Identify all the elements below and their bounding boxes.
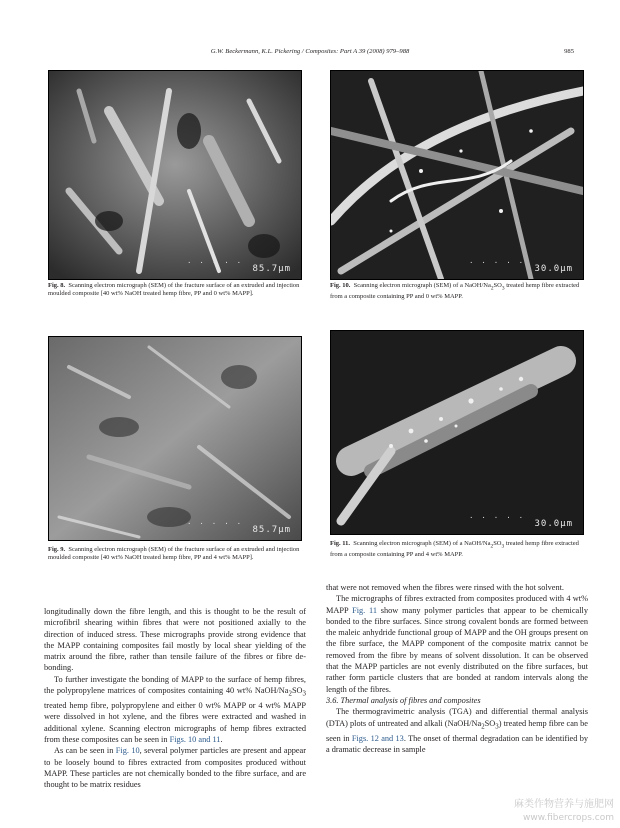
figure-11-label: Fig. 11. [330, 540, 351, 547]
subscript: 3 [501, 543, 505, 550]
figure-11-scale-label: 30.0μm [534, 519, 573, 529]
fig-11-link[interactable]: Fig. 11 [352, 605, 377, 615]
text: . [220, 734, 223, 744]
subscript: 3 [302, 690, 306, 698]
subscript: 3 [495, 723, 499, 731]
paragraph: that were not removed when the fibres were rinsed with the hot solvent. [326, 583, 565, 592]
figure-8-caption [48, 282, 306, 299]
figure-8-image [48, 70, 302, 280]
text: SO [484, 718, 496, 728]
text: SO [291, 686, 303, 696]
text: The thermogravimetric analysis (TGA) and differential thermal analysis (DTA) plots of untreated and alkali (NaOH/Na [326, 707, 588, 728]
text: . The onset of thermal degradation can be identified by a dramatic decrease in sample [326, 733, 589, 754]
caption-text: SO [493, 540, 502, 547]
right-body-column [326, 582, 588, 755]
figure-9-caption-text: Scanning electron micrograph (SEM) of the fracture surface of an extruded and injection moulded composite [40 wt% NaOH treated hemp fibre, PP and 4 wt% MAPP]. [48, 546, 300, 562]
paragraph [44, 674, 306, 745]
figure-10-scale-label: 30.0μm [534, 264, 573, 274]
subscript: 2 [288, 690, 292, 698]
running-title: G.W. Beckermann, K.L. Pickering / Composites: Part A 39 (2008) 979–988 [210, 48, 410, 55]
caption-text: Scanning electron micrograph (SEM) of a NaOH/Na [353, 282, 491, 289]
text: ) treated hemp fibre can be seen in [326, 718, 588, 743]
figs-12-13-link[interactable]: Figs. 12 and 13 [351, 733, 404, 743]
figure-8-label: Fig. 8. [48, 282, 66, 289]
subscript: 2 [481, 723, 485, 731]
subscript: 2 [490, 543, 494, 550]
text: treated hemp fibre, polypropylene and either 0 wt% MAPP or 4 wt% MAPP were dissolved in hot xylene, and the fibres were extracted and washed in additional xylene. Scanning electron micrographs of hemp fibres extracted from these composites can be seen in [44, 701, 306, 744]
text: To further investigate the bonding of MAPP to the surface of hemp fibres, the polypropylene matrices of composites containing 40 wt% NaOH/Na [44, 674, 306, 696]
figure-9-image [48, 336, 302, 541]
caption-text: SO [493, 282, 502, 289]
fig-10-link[interactable]: Fig. 10 [115, 746, 140, 756]
text: show many polymer particles that appear to be chemically bonded to the fibre surfaces. Since strong covalent bonds are formed between the maleic anhydride functional group of MAPP and the OH groups present on the fibre surface, the MAPP component of the composite matrix cannot be removed from the fibre by means of solvent dissolution. It can be observed that the MAPP particles are not evenly distributed on the fibre surfaces, but rather form particle clusters that are bonded at random intervals along the length of the fibres. [326, 605, 588, 694]
figure-9-caption [48, 546, 306, 563]
page-number: 985 [564, 48, 574, 55]
caption-text: treated hemp fibre extracted from a composite containing PP and 4 wt% MAPP. [330, 540, 579, 558]
figure-10-image [330, 70, 584, 280]
text: The micrographs of fibres extracted from composites produced with 4 wt% MAPP [326, 594, 588, 615]
caption-text: treated hemp fibre extracted from a composite containing PP and 0 wt% MAPP. [330, 282, 580, 300]
section-heading: 3.6. Thermal analysis of fibres and composites [326, 695, 481, 705]
watermark-chinese: 麻类作物营养与施肥网 [514, 799, 614, 810]
subscript: 2 [490, 285, 494, 292]
figure-8-scale-label: 85.7μm [252, 264, 291, 274]
paragraph [326, 706, 588, 755]
figure-10-label: Fig. 10. [330, 282, 351, 289]
scale-bar-dots: · · · · · [187, 520, 243, 528]
figure-10-caption [330, 282, 584, 301]
paragraph: longitudinally down the fibre length, and this is thought to be the result of microfibril shearing within fibres that were not positioned axially to the direction of induced stress. These micrographs provide strong evidence that the MAPP containing composites fail mostly by local shear yielding of the matrix around the fibre, rather than tensile failure of the fibres or fibre de-bonding. [44, 607, 306, 673]
text: , several polymer particles are present and appear to be loosely bound to fibres extracted from composites produced without MAPP. These particles are not chemically bonded to the fibre surface, and are thought to be matrix residues [44, 746, 307, 790]
figure-11-image [330, 330, 584, 535]
figure-9-label: Fig. 9. [48, 546, 66, 553]
paragraph [326, 593, 588, 695]
running-header [0, 48, 620, 60]
figure-8-caption-text: Scanning electron micrograph (SEM) of the fracture surface of an extruded and injection moulded composite [40 wt% NaOH treated hemp fibre, PP and 0 wt% MAPP]. [48, 282, 300, 298]
watermark-url: www.fibercrops.com [523, 813, 614, 823]
figure-9-scale-label: 85.7μm [252, 525, 291, 535]
paragraph [44, 745, 306, 790]
scale-bar-dots: · · · · · [469, 514, 525, 522]
text: As can be seen in [54, 746, 116, 756]
figs-10-11-link[interactable]: Figs. 10 and 11 [169, 734, 221, 744]
scale-bar-dots: · · · · · [469, 259, 525, 267]
left-body-column [44, 606, 306, 790]
scale-bar-dots: · · · · · [187, 259, 243, 267]
caption-text: Scanning electron micrograph (SEM) of a NaOH/Na [353, 540, 491, 547]
figure-11-caption [330, 540, 584, 559]
subscript: 3 [501, 285, 505, 292]
